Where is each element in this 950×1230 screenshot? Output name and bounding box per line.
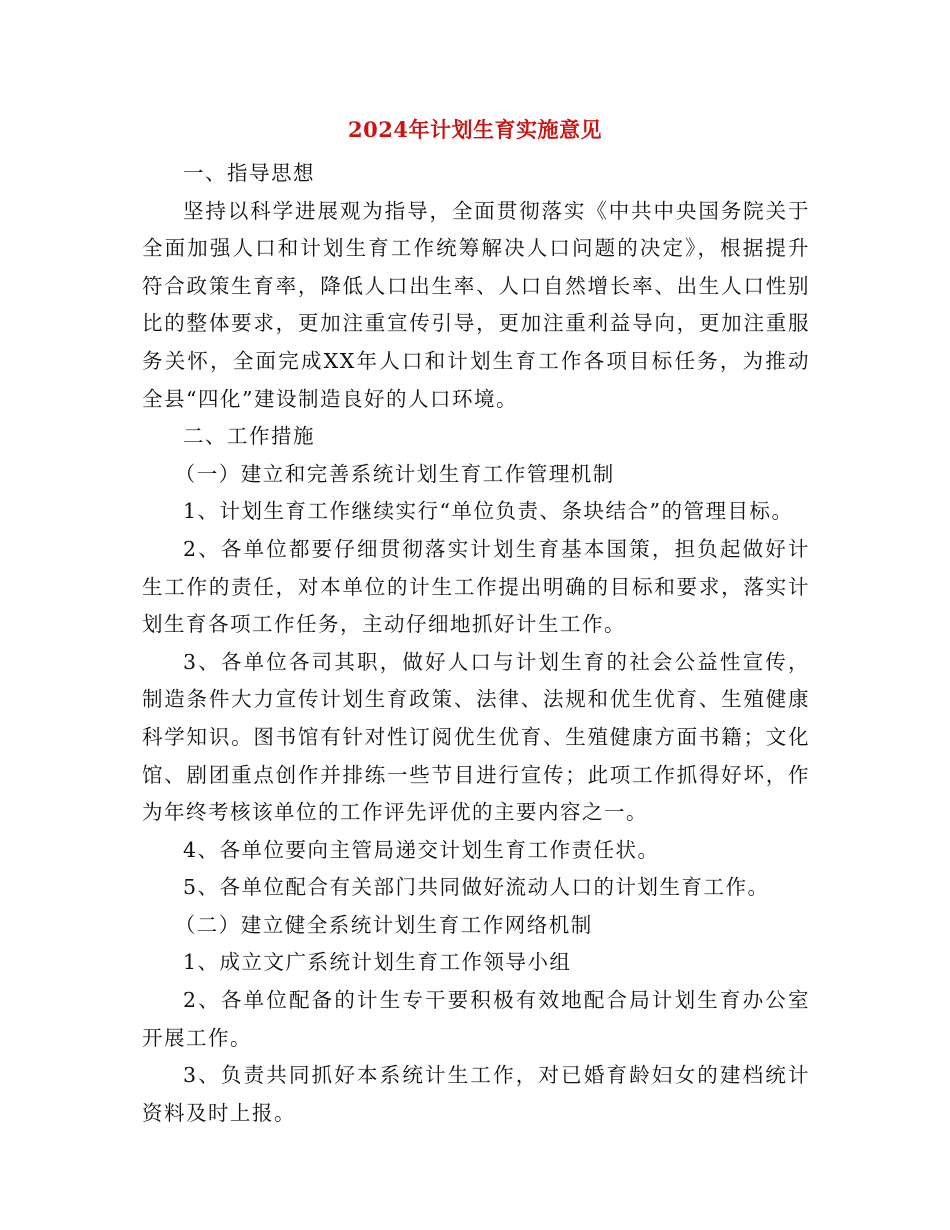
section-heading-work-measures: 二、工作措施 [183, 424, 315, 449]
list-item-5: 5、各单位配合有关部门共同做好流动人口的计划生育工作。 [183, 875, 770, 900]
subsection-heading-network-mechanism: （二）建立健全系统计划生育工作网络机制 [174, 912, 593, 937]
paragraph-guiding-thought: 坚持以科学进展观为指导，全面贯彻落实《中共中央国务院关于全面加强人口和计划生育工作统筹解决人口问题的决定》，根据提升符合政策生育率，降低人口出生率、人口自然增长率、出生人口性别比的整体要求，更加注重宣传引导，更加注重利益导向，更加注重服务关怀，全面完成XX年人口和计划生育工作各项目标任务，为推动全县“四化”建设制造良好的人口环境。 [142, 198, 810, 411]
section-heading-guiding-thought: 一、指导思想 [183, 161, 315, 185]
list-item-1: 1、计划生育工作继续实行“单位负责、条块结合”的管理目标。 [183, 499, 794, 524]
list-item-network-3: 3、负责共同抓好本系统计生工作，对已婚育龄妇女的建档统计资料及时上报。 [142, 1063, 810, 1125]
list-item-network-2: 2、各单位配备的计生专干要积极有效地配合局计划生育办公室开展工作。 [142, 988, 810, 1050]
list-item-2: 2、各单位都要仔细贯彻落实计划生育基本国策，担负起做好计生工作的责任，对本单位的计生工作提出明确的目标和要求，落实计划生育各项工作任务，主动仔细地抓好计生工作。 [142, 536, 810, 637]
list-item-network-1: 1、成立文广系统计划生育工作领导小组 [183, 950, 572, 975]
subsection-heading-management-mechanism: （一）建立和完善系统计划生育工作管理机制 [174, 461, 615, 486]
document-body [142, 155, 810, 1132]
document-title: 2024年计划生育实施意见 [348, 117, 602, 142]
list-item-4: 4、各单位要向主管局递交计划生育工作责任状。 [183, 837, 660, 862]
list-item-3: 3、各单位各司其职，做好人口与计划生育的社会公益性宣传，制造条件大力宣传计划生育政策、法律、法规和优生优育、生殖健康科学知识。图书馆有针对性订阅优生优育、生殖健康方面书籍；文化馆、剧团重点创作并排练一些节目进行宣传；此项工作抓得好坏，作为年终考核该单位的工作评先评优的主要内容之一。 [142, 649, 810, 825]
